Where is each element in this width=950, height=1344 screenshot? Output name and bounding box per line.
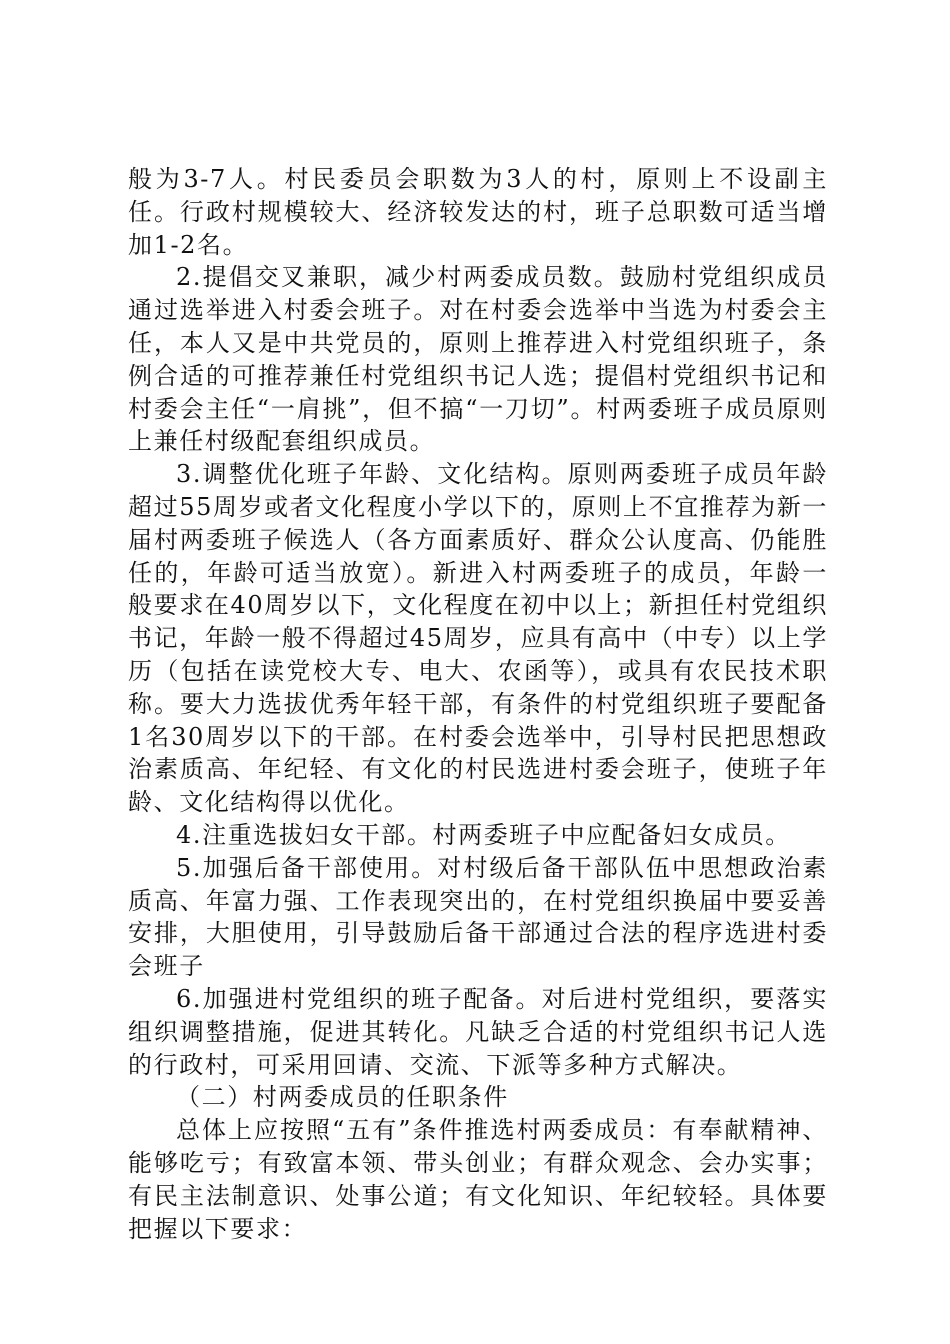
paragraph-7: 总体上应按照“五有”条件推选村两委成员：有奉献精神、能够吃亏；有致富本领、带头创业；有群众观念、会办实事；有民主法制意识、处事公道；有文化知识、年纪较轻。具体要把握以下要求：: [128, 1116, 828, 1243]
document-body: [128, 163, 828, 1245]
paragraph-1: 般为3-7人。村民委员会职数为3人的村，原则上不设副主任。行政村规模较大、经济较发达的村，班子总职数可适当增加1-2名。: [128, 165, 828, 259]
paragraph-3: 3.调整优化班子年龄、文化结构。原则两委班子成员年龄超过55周岁或者文化程度小学以下的，原则上不宜推荐为新一届村两委班子候选人（各方面素质好、群众公认度高、仍能胜任的，年龄可适当放宽）。新进入村两委班子的成员，年龄一般要求在40周岁以下，文化程度在初中以上；新担任村党组织书记，年龄一般不得超过45周岁，应具有高中（中专）以上学历（包括在读党校大专、电大、农函等），或具有农民技术职称。要大力选拔优秀年轻干部，有条件的村党组织班子要配备1名30周岁以下的干部。在村委会选举中，引导村民把思想政治素质高、年纪轻、有文化的村民选进村委会班子，使班子年龄、文化结构得以优化。: [128, 460, 828, 817]
paragraph-6: 6.加强进村党组织的班子配备。对后进村党组织，要落实组织调整措施，促进其转化。凡缺乏合适的村党组织书记人选的行政村，可采用回请、交流、下派等多种方式解决。: [128, 984, 828, 1079]
section-heading: （二）村两委成员的任职条件: [176, 1083, 509, 1112]
paragraph-4: 4.注重选拔妇女干部。村两委班子中应配备妇女成员。: [176, 820, 791, 849]
paragraph-5: 5.加强后备干部使用。对村级后备干部队伍中思想政治素质高、年富力强、工作表现突出的，在村党组织换届中要妥善安排，大胆使用，引导鼓励后备干部通过合法的程序选进村委会班子: [128, 853, 828, 981]
paragraph-2: 2.提倡交叉兼职，减少村两委成员数。鼓励村党组织成员通过选举进入村委会班子。对在村委会选举中当选为村委会主任，本人又是中共党员的，原则上推荐进入村党组织班子，条例合适的可推荐兼任村党组织书记人选；提倡村党组织书记和村委会主任“一肩挑”，但不搞“一刀切”。村两委班子成员原则上兼任村级配套组织成员。: [128, 263, 828, 456]
